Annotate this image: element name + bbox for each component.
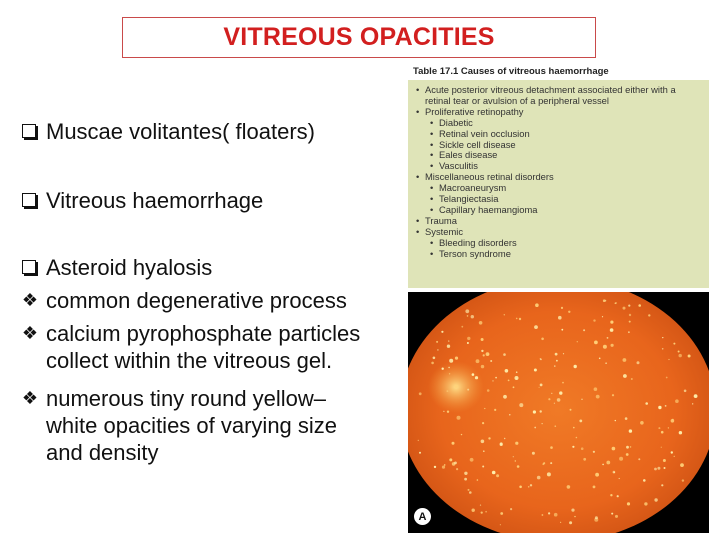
asteroid-body-speck — [583, 329, 585, 331]
asteroid-body-speck — [449, 359, 453, 363]
asteroid-body-speck — [550, 462, 552, 464]
asteroid-body-speck — [519, 403, 523, 407]
asteroid-body-speck — [454, 385, 457, 388]
asteroid-body-speck — [485, 511, 487, 513]
table-subitem: • Diabetic — [414, 118, 703, 129]
asteroid-body-speck — [540, 358, 541, 359]
checkbox-bullet-icon — [22, 124, 36, 138]
asteroid-body-speck — [679, 431, 682, 434]
asteroid-body-speck — [534, 325, 538, 329]
table-subitem: • Retinal vein occlusion — [414, 129, 703, 140]
asteroid-body-speck — [476, 359, 480, 363]
asteroid-body-speck — [682, 479, 684, 481]
asteroid-body-speck — [668, 427, 669, 428]
asteroid-body-speck — [472, 373, 475, 376]
asteroid-body-speck — [613, 471, 616, 474]
asteroid-body-speck — [548, 512, 550, 514]
asteroid-body-speck — [654, 468, 657, 471]
bullet-item — [20, 118, 400, 145]
asteroid-body-speck — [569, 521, 572, 524]
asteroid-body-speck — [509, 414, 510, 415]
asteroid-body-speck — [615, 303, 617, 305]
asteroid-body-speck — [483, 354, 485, 356]
asteroid-body-speck — [490, 360, 492, 362]
asteroid-body-speck — [556, 360, 558, 362]
asteroid-body-speck — [571, 509, 574, 512]
table-item: • Miscellaneous retinal disorders — [414, 172, 703, 183]
asteroid-body-speck — [486, 352, 490, 356]
asteroid-body-speck — [442, 368, 444, 370]
table-subitem: • Telangiectasia — [414, 194, 703, 205]
asteroid-body-speck — [679, 354, 682, 357]
asteroid-body-speck — [684, 390, 687, 393]
asteroid-body-speck — [675, 399, 679, 403]
table-subitem: • Macroaneurysm — [414, 183, 703, 194]
asteroid-body-speck — [516, 371, 518, 373]
asteroid-body-speck — [603, 299, 606, 302]
asteroid-body-speck — [467, 389, 469, 391]
asteroid-body-speck — [537, 476, 541, 480]
asteroid-body-speck — [583, 458, 586, 461]
asteroid-body-speck — [452, 442, 455, 445]
asteroid-body-speck — [534, 427, 536, 429]
asteroid-body-speck — [542, 514, 544, 516]
asteroid-body-speck — [528, 486, 530, 488]
asteroid-body-speck — [447, 411, 449, 413]
asteroid-body-speck — [619, 457, 623, 461]
asteroid-body-speck — [431, 362, 434, 365]
table-subitem: • Sickle cell disease — [414, 140, 703, 151]
fundus-image — [408, 292, 709, 533]
asteroid-body-speck — [515, 442, 518, 445]
asteroid-body-speck — [596, 395, 600, 399]
asteroid-body-speck — [487, 389, 490, 392]
asteroid-body-speck — [434, 466, 436, 468]
asteroid-body-speck — [573, 427, 575, 429]
asteroid-body-speck — [487, 354, 489, 356]
asteroid-body-speck — [481, 512, 483, 514]
asteroid-body-speck — [692, 403, 693, 404]
asteroid-body-speck — [510, 508, 512, 510]
bullet-text: Vitreous haemorrhage — [46, 188, 264, 213]
asteroid-body-speck — [554, 403, 555, 404]
asteroid-body-speck — [603, 345, 607, 349]
table-caption: Table 17.1 Causes of vitreous haemorrhage — [413, 66, 609, 77]
asteroid-body-speck — [437, 349, 439, 351]
asteroid-body-speck — [579, 420, 582, 423]
bullet-item — [20, 287, 400, 314]
table-subitem: • Terson syndrome — [414, 249, 703, 260]
asteroid-body-speck — [436, 341, 438, 343]
asteroid-body-speck — [663, 459, 666, 462]
asteroid-body-speck — [442, 466, 445, 469]
asteroid-body-speck — [623, 358, 627, 362]
asteroid-body-speck — [555, 425, 557, 427]
asteroid-body-speck — [631, 378, 633, 380]
asteroid-body-speck — [630, 446, 632, 448]
asteroid-body-speck — [475, 376, 478, 379]
asteroid-body-speck — [626, 453, 629, 456]
asteroid-body-speck — [574, 516, 575, 517]
asteroid-body-speck — [534, 369, 537, 372]
asteroid-body-speck — [539, 387, 540, 388]
asteroid-body-speck — [541, 338, 544, 341]
asteroid-body-speck — [577, 341, 578, 342]
table-item: • Proliferative retinopathy — [414, 107, 703, 118]
asteroid-body-speck — [464, 472, 467, 475]
asteroid-body-speck — [570, 409, 572, 411]
asteroid-body-speck — [654, 498, 657, 501]
bullet-item — [20, 254, 400, 281]
asteroid-body-speck — [500, 512, 503, 515]
checkbox-bullet-icon — [22, 193, 36, 207]
asteroid-body-speck — [449, 373, 450, 374]
asteroid-body-speck — [468, 489, 470, 491]
asteroid-body-speck — [661, 431, 664, 434]
asteroid-body-speck — [671, 451, 673, 453]
asteroid-body-speck — [561, 329, 563, 331]
bullet-item — [20, 385, 350, 466]
asteroid-body-speck — [629, 321, 631, 323]
asteroid-body-speck — [532, 452, 535, 455]
asteroid-body-speck — [448, 340, 449, 341]
asteroid-body-speck — [555, 353, 558, 356]
asteroid-body-speck — [657, 467, 660, 470]
title-box — [122, 17, 596, 58]
asteroid-body-speck — [554, 513, 558, 517]
asteroid-body-speck — [461, 326, 463, 328]
asteroid-body-speck — [517, 465, 520, 468]
causes-list — [414, 85, 703, 260]
asteroid-body-speck — [508, 380, 510, 382]
asteroid-body-speck — [623, 374, 627, 378]
checkbox-bullet-icon — [22, 260, 36, 274]
asteroid-body-speck — [640, 421, 644, 425]
asteroid-body-speck — [674, 456, 675, 457]
bullet-text: Muscae volitantes( floaters) — [46, 119, 315, 144]
asteroid-body-speck — [481, 365, 484, 368]
asteroid-body-speck — [648, 314, 650, 316]
asteroid-body-speck — [595, 473, 599, 477]
asteroid-body-speck — [572, 446, 574, 448]
asteroid-body-speck — [455, 357, 458, 360]
asteroid-body-speck — [516, 318, 518, 320]
asteroid-body-speck — [482, 422, 484, 424]
asteroid-body-speck — [470, 458, 474, 462]
asteroid-body-speck — [612, 394, 614, 396]
asteroid-body-speck — [449, 458, 452, 461]
asteroid-body-speck — [540, 384, 543, 387]
asteroid-body-speck — [444, 464, 446, 466]
asteroid-body-speck — [557, 398, 561, 402]
asteroid-body-speck — [481, 338, 484, 341]
asteroid-body-speck — [533, 410, 536, 413]
asteroid-body-speck — [594, 387, 598, 391]
asteroid-body-speck — [637, 361, 640, 364]
asteroid-body-speck — [595, 516, 598, 519]
asteroid-body-speck — [638, 304, 641, 307]
asteroid-body-speck — [581, 447, 584, 450]
asteroid-body-speck — [496, 474, 499, 477]
asteroid-body-speck — [610, 494, 612, 496]
asteroid-body-speck — [494, 409, 496, 411]
asteroid-body-speck — [615, 420, 616, 421]
asteroid-body-speck — [504, 314, 505, 315]
diamond-bullet-icon: ❖ — [21, 388, 39, 408]
bullet-text: Asteroid hyalosis — [46, 255, 213, 280]
asteroid-body-speck — [599, 358, 601, 360]
asteroid-body-speck — [638, 458, 640, 460]
asteroid-body-speck — [561, 307, 563, 309]
asteroid-body-speck — [594, 341, 598, 345]
fundus-photo — [408, 292, 709, 533]
asteroid-body-speck — [628, 331, 630, 333]
asteroid-body-speck — [547, 472, 551, 476]
asteroid-body-speck — [602, 464, 604, 466]
asteroid-body-speck — [574, 365, 577, 368]
asteroid-body-speck — [610, 321, 613, 324]
asteroid-body-speck — [465, 309, 469, 313]
asteroid-body-speck — [605, 362, 607, 364]
asteroid-body-speck — [495, 377, 497, 379]
asteroid-body-speck — [548, 398, 550, 400]
asteroid-body-speck — [673, 343, 675, 345]
table-subitem: • Capillary haemangioma — [414, 205, 703, 216]
bullet-item — [20, 320, 395, 374]
asteroid-body-speck — [658, 427, 660, 429]
asteroid-body-speck — [602, 316, 603, 317]
bullet-item — [20, 187, 400, 214]
asteroid-body-speck — [567, 485, 571, 489]
asteroid-body-speck — [568, 311, 570, 313]
asteroid-body-speck — [606, 461, 610, 465]
table-subitem: • Eales disease — [414, 150, 703, 161]
asteroid-body-speck — [467, 337, 470, 340]
asteroid-body-speck — [519, 486, 522, 489]
asteroid-body-speck — [504, 438, 505, 439]
asteroid-body-speck — [662, 337, 663, 338]
asteroid-body-speck — [467, 342, 469, 344]
asteroid-body-speck — [492, 471, 496, 475]
asteroid-body-speck — [625, 417, 628, 420]
asteroid-body-speck — [469, 491, 472, 494]
diamond-bullet-icon: ❖ — [21, 323, 39, 343]
asteroid-body-speck — [611, 344, 614, 347]
asteroid-body-speck — [503, 395, 507, 399]
asteroid-body-speck — [454, 462, 457, 465]
asteroid-body-speck — [664, 467, 666, 469]
asteroid-body-speck — [554, 365, 555, 366]
asteroid-body-speck — [480, 505, 481, 506]
table-subitem: • Vasculitis — [414, 161, 703, 172]
asteroid-body-speck — [563, 353, 564, 354]
asteroid-body-speck — [488, 437, 490, 439]
asteroid-body-speck — [662, 348, 664, 350]
asteroid-body-speck — [481, 440, 485, 444]
asteroid-body-speck — [479, 321, 483, 325]
causes-table — [408, 80, 709, 288]
asteroid-body-speck — [542, 423, 543, 424]
asteroid-body-speck — [558, 316, 562, 320]
table-item: • Trauma — [414, 216, 703, 227]
asteroid-body-speck — [688, 355, 691, 358]
slide-title: VITREOUS OPACITIES — [223, 23, 495, 51]
figure-label: A — [414, 508, 431, 525]
table-subitem: • Bleeding disorders — [414, 238, 703, 249]
asteroid-body-speck — [678, 351, 680, 353]
asteroid-body-speck — [593, 319, 595, 321]
asteroid-body-speck — [629, 314, 631, 316]
asteroid-body-speck — [481, 350, 483, 352]
asteroid-body-speck — [447, 345, 450, 348]
asteroid-body-speck — [500, 524, 501, 525]
asteroid-body-speck — [694, 394, 698, 398]
asteroid-body-speck — [477, 479, 479, 481]
asteroid-body-speck — [581, 399, 582, 400]
asteroid-body-speck — [535, 303, 539, 307]
asteroid-body-speck — [560, 522, 561, 523]
asteroid-body-speck — [562, 382, 564, 384]
bullet-text: numerous tiny round yellow– white opacities of varying size and density — [46, 386, 338, 465]
asteroid-body-speck — [419, 452, 421, 454]
asteroid-body-speck — [680, 463, 684, 467]
asteroid-body-speck — [593, 486, 596, 489]
table-item: • Systemic — [414, 227, 703, 238]
asteroid-body-speck — [643, 479, 646, 482]
asteroid-body-speck — [441, 331, 443, 333]
asteroid-body-speck — [611, 513, 613, 515]
asteroid-body-speck — [658, 406, 661, 409]
asteroid-body-speck — [610, 328, 614, 332]
asteroid-body-speck — [619, 478, 620, 479]
asteroid-body-speck — [472, 509, 475, 512]
asteroid-body-speck — [645, 402, 648, 405]
asteroid-body-speck — [456, 468, 458, 470]
asteroid-body-speck — [626, 446, 629, 449]
asteroid-body-speck — [513, 386, 515, 388]
asteroid-body-speck — [515, 376, 519, 380]
asteroid-body-speck — [612, 447, 616, 451]
asteroid-body-speck — [615, 515, 618, 518]
asteroid-body-speck — [542, 463, 544, 465]
asteroid-body-speck — [467, 315, 469, 317]
asteroid-body-speck — [464, 478, 467, 481]
asteroid-body-speck — [627, 502, 630, 505]
asteroid-body-speck — [628, 305, 630, 307]
bullet-text: common degenerative process — [46, 288, 347, 313]
asteroid-body-speck — [513, 456, 514, 457]
asteroid-body-speck — [671, 419, 675, 423]
asteroid-body-speck — [457, 416, 461, 420]
diamond-bullet-icon: ❖ — [21, 290, 39, 310]
asteroid-body-speck — [540, 410, 542, 412]
asteroid-body-speck — [661, 447, 662, 448]
asteroid-body-speck — [503, 353, 506, 356]
asteroid-body-speck — [433, 357, 436, 360]
asteroid-body-speck — [559, 391, 562, 394]
asteroid-body-speck — [617, 495, 619, 497]
asteroid-body-speck — [447, 390, 449, 392]
asteroid-body-speck — [492, 380, 493, 381]
asteroid-body-speck — [515, 460, 516, 461]
asteroid-body-speck — [661, 484, 663, 486]
asteroid-body-speck — [666, 377, 668, 379]
asteroid-body-speck — [593, 451, 595, 453]
asteroid-body-speck — [484, 408, 485, 409]
asteroid-body-speck — [665, 405, 667, 407]
asteroid-body-speck — [576, 437, 578, 439]
asteroid-body-speck — [418, 440, 419, 441]
asteroid-body-speck — [443, 411, 444, 412]
table-item: • Acute posterior vitreous detachment associated either with a retinal tear or avulsion of a peripheral vessel — [414, 85, 703, 107]
asteroid-body-speck — [471, 315, 474, 318]
asteroid-body-speck — [505, 369, 509, 373]
asteroid-body-speck — [419, 392, 422, 395]
asteroid-body-speck — [483, 450, 485, 452]
asteroid-body-speck — [519, 318, 521, 320]
asteroid-body-speck — [530, 484, 532, 486]
asteroid-body-speck — [607, 337, 609, 339]
asteroid-body-speck — [644, 502, 647, 505]
asteroid-body-speck — [668, 359, 669, 360]
asteroid-body-speck — [629, 429, 632, 432]
asteroid-body-speck — [500, 442, 503, 445]
asteroid-body-speck — [551, 393, 552, 394]
asteroid-body-speck — [550, 446, 553, 449]
asteroid-body-speck — [448, 367, 449, 368]
asteroid-body-speck — [623, 307, 626, 310]
asteroid-body-speck — [461, 434, 462, 435]
asteroid-body-speck — [482, 466, 484, 468]
bullet-text: calcium pyrophosphate particles collect within the vitreous gel. — [46, 321, 361, 373]
